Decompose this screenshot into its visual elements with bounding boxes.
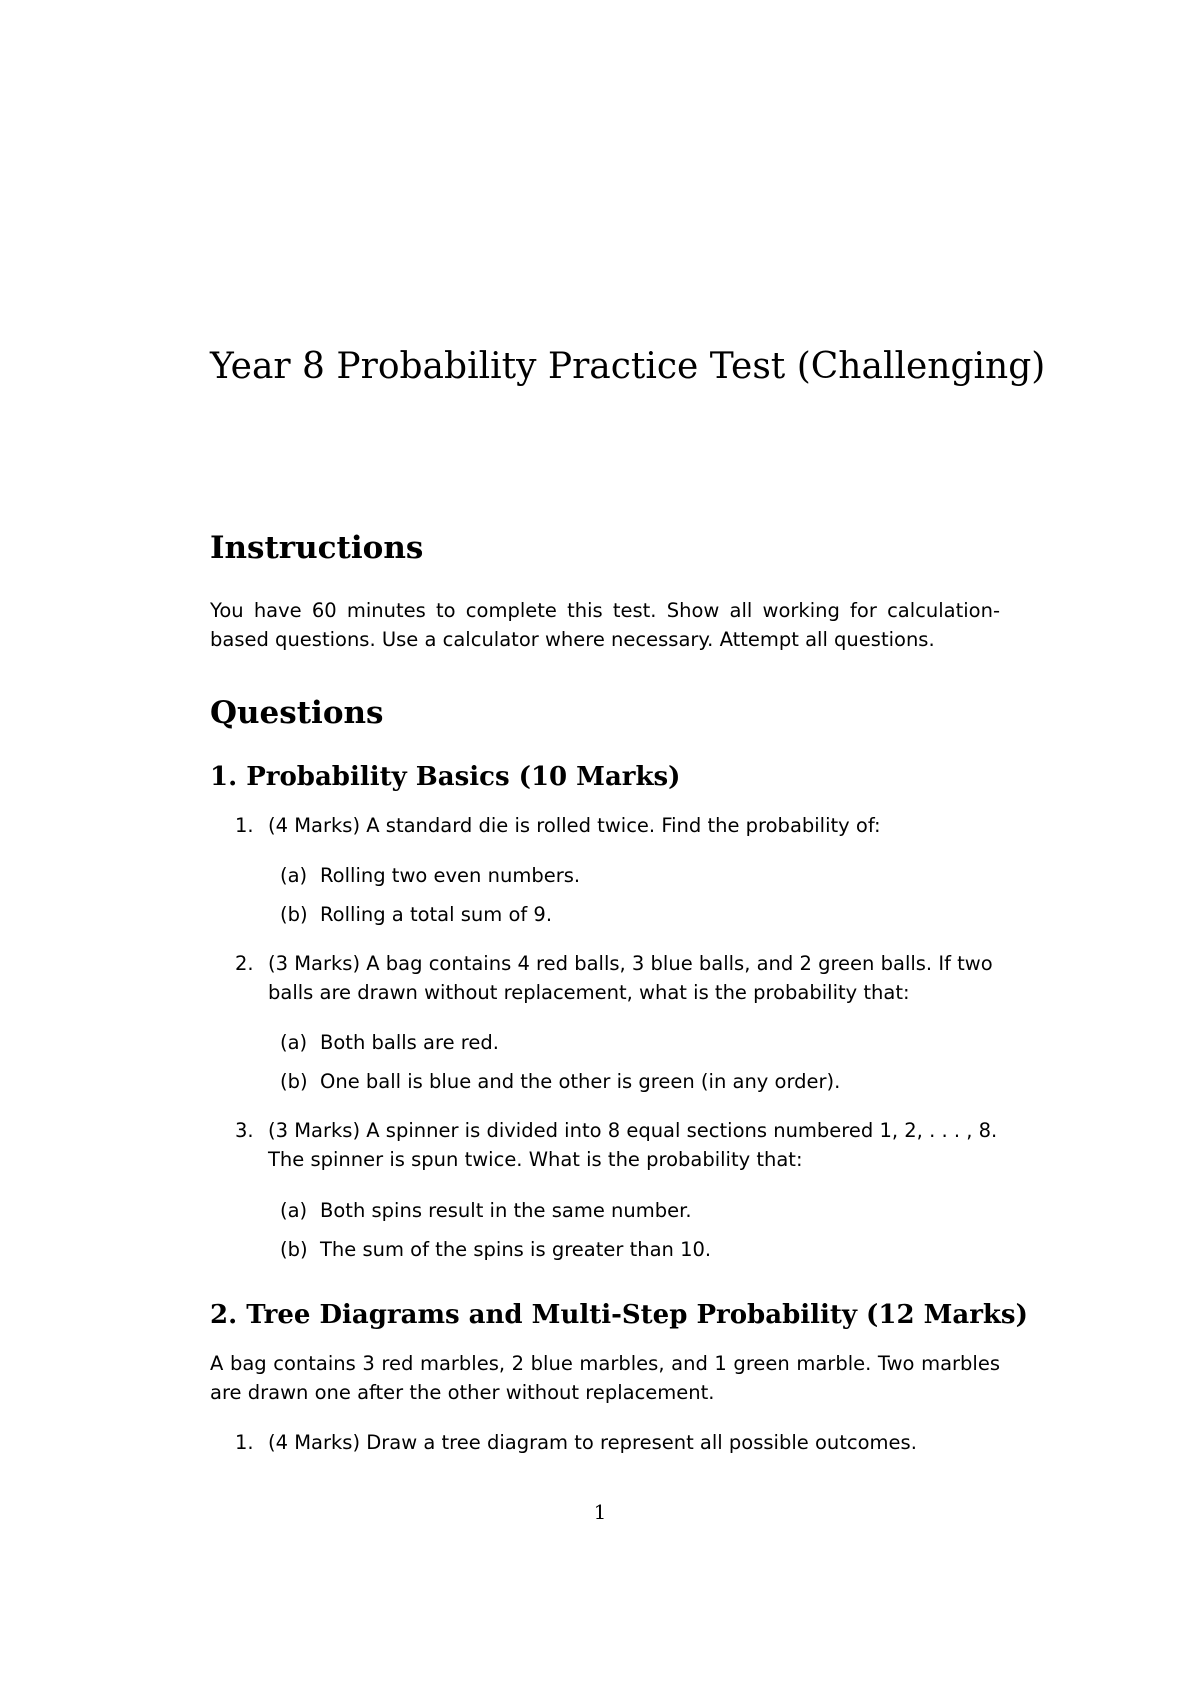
question-text: (3 Marks) A bag contains 4 red balls, 3 blue balls, and 2 green balls. If two balls are drawn without replacement, what is the probability that: — [268, 952, 993, 1004]
part-text: Rolling a total sum of 9. — [320, 903, 553, 926]
part-label: (a) — [280, 864, 308, 887]
question-number: 2. — [235, 952, 254, 975]
question-number: 1. — [235, 1431, 254, 1454]
question-text: (4 Marks) Draw a tree diagram to represent all possible outcomes. — [268, 1431, 917, 1454]
instructions-heading: Instructions — [210, 530, 424, 566]
question-1-2-part-a — [280, 1028, 1000, 1057]
question-text: (3 Marks) A spinner is divided into 8 equal sections numbered 1, 2, . . . , 8. The spinner is spun twice. What is the probability that: — [268, 1119, 998, 1171]
part-label: (b) — [280, 903, 308, 926]
document-title: Year 8 Probability Practice Test (Challenging) — [210, 346, 1046, 387]
section1-heading: 1. Probability Basics (10 Marks) — [210, 762, 681, 792]
part-text: One ball is blue and the other is green (in any order). — [320, 1070, 841, 1093]
question-1-3 — [235, 1116, 1005, 1174]
question-1-1 — [235, 811, 1005, 840]
part-text: The sum of the spins is greater than 10. — [320, 1238, 712, 1261]
part-label: (a) — [280, 1031, 308, 1054]
question-1-2-part-b — [280, 1067, 1000, 1096]
question-1-2 — [235, 949, 1005, 1007]
question-number: 1. — [235, 814, 254, 837]
section2-intro: A bag contains 3 red marbles, 2 blue marbles, and 1 green marble. Two marbles are drawn one after the other without replacement. — [210, 1352, 1000, 1404]
question-1-1-part-a — [280, 861, 1000, 890]
part-text: Both balls are red. — [320, 1031, 499, 1054]
part-text: Rolling two even numbers. — [320, 864, 581, 887]
part-label: (b) — [280, 1238, 308, 1261]
question-2-1 — [235, 1428, 1005, 1457]
instructions-text: You have 60 minutes to complete this test. Show all working for calculation-based questions. Use a calculator where necessary. Attempt all questions. — [210, 599, 1000, 651]
section2-heading: 2. Tree Diagrams and Multi-Step Probability (12 Marks) — [210, 1300, 1028, 1330]
question-text: (4 Marks) A standard die is rolled twice. Find the probability of: — [268, 814, 881, 837]
part-text: Both spins result in the same number. — [320, 1199, 692, 1222]
question-1-1-part-b — [280, 900, 1000, 929]
question-number: 3. — [235, 1119, 254, 1142]
question-1-3-part-b — [280, 1235, 1000, 1264]
part-label: (b) — [280, 1070, 308, 1093]
questions-heading: Questions — [210, 695, 384, 731]
question-1-3-part-a — [280, 1196, 1000, 1225]
page-number: 1 — [593, 1500, 607, 1524]
part-label: (a) — [280, 1199, 308, 1222]
